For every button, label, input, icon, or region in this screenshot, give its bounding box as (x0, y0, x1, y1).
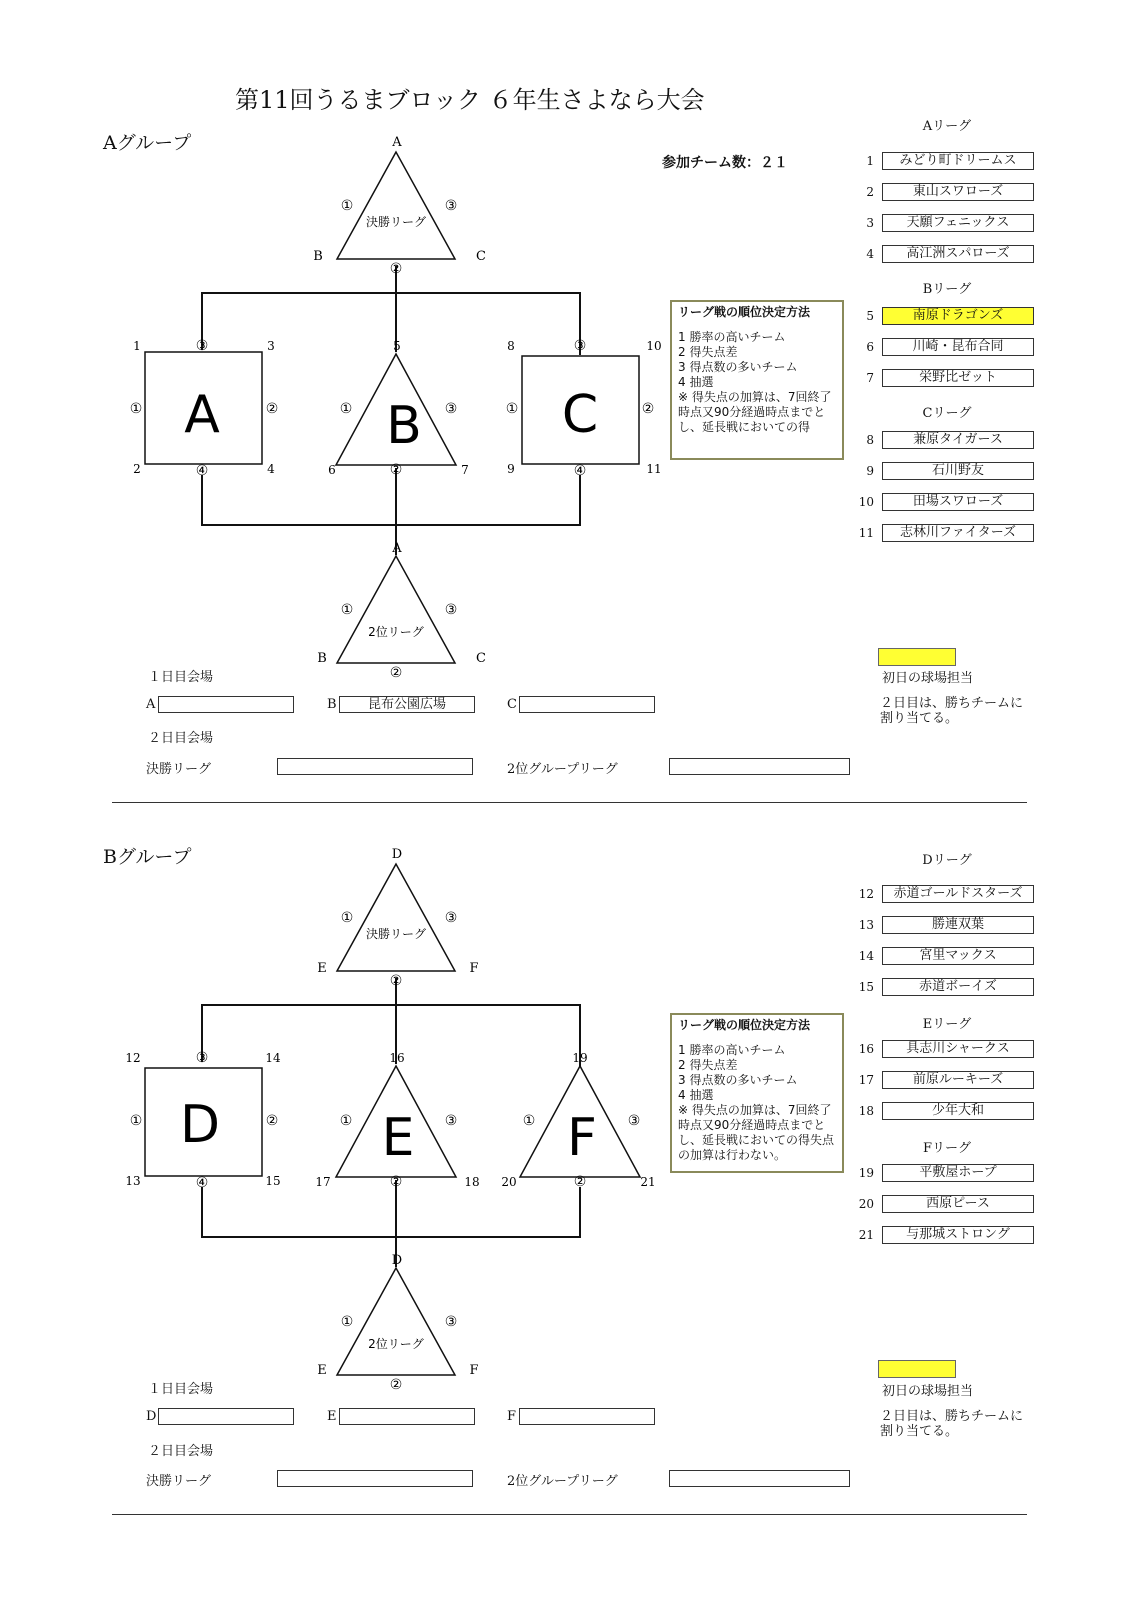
group-b-league-heading: Eリーグ (922, 1017, 972, 1032)
league-c-c4: ④ (573, 463, 587, 479)
league-c-c3: ③ (573, 338, 587, 354)
group-b-final-vertex-right: F (469, 961, 479, 976)
group-a-title: Aグループ (103, 132, 192, 154)
league-e-c2: ② (389, 1174, 403, 1190)
team-name-cell: 兼原タイガース (882, 431, 1034, 449)
group-a-highlight-legend-swatch (878, 648, 956, 666)
group-b-second-c1: ① (340, 1314, 354, 1330)
group-b-second-vertex-top: D (391, 1253, 403, 1268)
group-b-venue-d-field[interactable] (158, 1408, 294, 1425)
group-b-second-venue-field[interactable] (669, 1470, 850, 1487)
league-e-num-top: 16 (389, 1051, 405, 1065)
group-b-venue-f-letter: F (507, 1409, 517, 1424)
team-name-cell: 赤道ゴールドスターズ (882, 885, 1034, 903)
team-number: 2 (866, 185, 874, 199)
team-number: 8 (866, 433, 874, 447)
group-a-second-vertex-right: C (476, 651, 486, 666)
team-number: 12 (858, 887, 874, 901)
team-name-cell: 東山スワローズ (882, 183, 1034, 201)
league-a-letter: A (184, 385, 220, 445)
league-a-c2: ② (265, 401, 279, 417)
league-c-letter: C (561, 385, 599, 445)
league-a-c4: ④ (195, 463, 209, 479)
team-name-cell: 高江洲スパローズ (882, 245, 1034, 263)
group-a-final-vertex-top: A (392, 135, 402, 150)
rules-line-4: 4 抽選 (678, 1088, 714, 1102)
group-a-final-label: 決勝リーグ (365, 215, 427, 229)
team-name-cell: 天願フェニックス (882, 214, 1034, 232)
group-a-day1-venue-label: １日目会場 (148, 670, 214, 685)
group-a-final-vertex-left: B (313, 249, 323, 264)
league-e-c1: ① (339, 1113, 353, 1129)
group-a-second-triangle (337, 556, 455, 663)
league-e-num-right: 18 (464, 1175, 480, 1189)
rules-line-1: 1 勝率の高いチーム (678, 330, 786, 344)
team-number: 20 (858, 1197, 874, 1211)
league-b-c3: ③ (444, 401, 458, 417)
league-d-c3: ③ (195, 1050, 209, 1066)
team-name-cell: 田場スワローズ (882, 493, 1034, 511)
team-number: 15 (858, 980, 874, 994)
team-name-cell: 南原ドラゴンズ (882, 307, 1034, 325)
group-b-highlight-legend-swatch (878, 1360, 956, 1378)
group-a-second-c2: ② (389, 665, 403, 681)
league-f-c3: ③ (627, 1113, 641, 1129)
league-b-num-top: 5 (393, 339, 401, 353)
group-b-second-vertex-right: F (469, 1363, 479, 1378)
league-c-c2: ② (641, 401, 655, 417)
league-a-c3: ③ (195, 338, 209, 354)
team-name-cell: 西原ピース (882, 1195, 1034, 1213)
rules-line-2: 2 得失点差 (678, 345, 738, 359)
group-a-second-vertex-top: A (392, 541, 402, 556)
group-b-final-c2: ② (389, 973, 403, 989)
group-a-venue-a-field[interactable] (158, 696, 294, 713)
group-b-second-label: 2位リーグ (368, 1337, 424, 1351)
team-number: 18 (858, 1104, 874, 1118)
team-number: 5 (866, 309, 874, 323)
league-d-c1: ① (129, 1113, 143, 1129)
team-name-cell: 少年大和 (882, 1102, 1034, 1120)
team-name-cell: 志林川ファイターズ (882, 524, 1034, 542)
rules-note: ※ 得失点の加算は、7回終了時点又90分経過時点までとし、延長戦においての得失点の加算は行わない。 (678, 1103, 835, 1162)
rules-line-3: 3 得点数の多いチーム (678, 1073, 798, 1087)
league-d-num-bl: 13 (125, 1174, 141, 1188)
group-a-second-label: 2位リーグ (368, 625, 424, 639)
group-b-venue-f-field[interactable] (519, 1408, 655, 1425)
team-number: 19 (858, 1166, 874, 1180)
group-a-top-connector (202, 293, 580, 355)
team-number: 17 (858, 1073, 874, 1087)
group-a-league-heading: Bリーグ (922, 282, 972, 297)
league-f-num-right: 21 (640, 1175, 656, 1189)
league-b-c1: ① (339, 401, 353, 417)
league-b-c2: ② (389, 462, 403, 478)
league-f-c1: ① (522, 1113, 536, 1129)
league-c-num-tr: 10 (646, 339, 662, 353)
rules-title: リーグ戦の順位決定方法 (678, 1018, 811, 1032)
team-name-cell: 具志川シャークス (882, 1040, 1034, 1058)
league-a-num-tl: 1 (133, 339, 141, 353)
group-b-final-label: 決勝リーグ (365, 927, 427, 941)
league-c-c1: ① (505, 401, 519, 417)
team-number: 6 (866, 340, 874, 354)
team-name-cell: みどり町ドリームス (882, 152, 1034, 170)
group-b-bottom-connector (202, 1187, 580, 1237)
group-a-league-heading: Cリーグ (922, 406, 972, 421)
group-b-day2-venue-label: ２日目会場 (148, 1444, 214, 1459)
team-number: 1 (866, 154, 874, 168)
team-name-cell: 宮里マックス (882, 947, 1034, 965)
group-a-second-c1: ① (340, 602, 354, 618)
group-b-second-venue-label: 2位グループリーグ (507, 1474, 618, 1489)
league-e-c3: ③ (444, 1113, 458, 1129)
group-b-final-vertex-top: D (391, 847, 403, 862)
team-number: 11 (858, 526, 874, 540)
league-d-letter: D (179, 1095, 221, 1155)
group-b-final-venue-label: 決勝リーグ (146, 1474, 212, 1489)
group-a-venue-a-letter: A (146, 697, 156, 712)
league-a-c1: ① (129, 401, 143, 417)
league-d-num-tl: 12 (125, 1051, 141, 1065)
league-f-num-left: 20 (501, 1175, 517, 1189)
team-number: 21 (858, 1228, 874, 1242)
group-b-second-c2: ② (389, 1377, 403, 1393)
bottom-divider (112, 1514, 1027, 1515)
league-b-num-left: 6 (328, 463, 336, 477)
group-a-final-c2: ② (389, 261, 403, 277)
group-a-highlight-legend-text: 初日の球場担当 (882, 671, 974, 686)
group-a-second-vertex-left: B (317, 651, 327, 666)
group-b-second-c3: ③ (444, 1314, 458, 1330)
team-number: 3 (866, 216, 874, 230)
league-c-num-tl: 8 (507, 339, 515, 353)
group-a-bottom-connector (202, 475, 580, 525)
group-b-second-triangle (337, 1268, 455, 1375)
group-b-venue-e-letter: E (327, 1409, 337, 1424)
league-f-num-top: 19 (572, 1051, 588, 1065)
group-b-final-triangle (337, 864, 455, 971)
team-name-cell: 川崎・昆布合同 (882, 338, 1034, 356)
page-title: 第11回うるまブロック ６年生さよなら大会 (235, 86, 705, 114)
team-number: 7 (866, 371, 874, 385)
team-number: 9 (866, 464, 874, 478)
group-a-final-venue-label: 決勝リーグ (146, 762, 212, 777)
team-number: 16 (858, 1042, 874, 1056)
team-name-cell: 勝連双葉 (882, 916, 1034, 934)
team-number: 4 (866, 247, 874, 261)
rules-line-3: 3 得点数の多いチーム (678, 360, 798, 374)
rules-title: リーグ戦の順位決定方法 (678, 305, 811, 319)
team-name-cell: 栄野比ゼット (882, 369, 1034, 387)
group-b-second-vertex-left: E (317, 1363, 327, 1378)
rules-line-1: 1 勝率の高いチーム (678, 1043, 786, 1057)
rules-line-2: 2 得失点差 (678, 1058, 738, 1072)
group-a-second-venue-label: 2位グループリーグ (507, 762, 618, 777)
group-b-title: Bグループ (103, 846, 192, 868)
league-f-c2: ② (573, 1174, 587, 1190)
group-b-final-vertex-left: E (317, 961, 327, 976)
group-a-final-c1: ① (340, 198, 354, 214)
group-b-venue-e-field[interactable] (339, 1408, 475, 1425)
league-e-num-left: 17 (315, 1175, 331, 1189)
group-b-day1-venue-label: １日目会場 (148, 1382, 214, 1397)
group-a-day2-note: ２日目は、勝ちチームに割り当てる。 (880, 696, 1024, 726)
group-b-ranking-rules (670, 1013, 844, 1173)
group-a-venue-b-field[interactable]: 昆布公園広場 (339, 696, 475, 713)
group-a-day2-venue-label: ２日目会場 (148, 731, 214, 746)
team-name-cell: 与那城ストロング (882, 1226, 1034, 1244)
team-number: 10 (858, 495, 874, 509)
group-a-ranking-rules (670, 300, 844, 460)
group-a-league-heading: Aリーグ (922, 119, 972, 134)
group-a-final-vertex-right: C (476, 249, 486, 264)
group-a-venue-c-letter: C (507, 697, 517, 712)
league-a-num-bl: 2 (133, 462, 141, 476)
group-b-final-venue-field[interactable] (277, 1470, 473, 1487)
group-b-league-heading: Dリーグ (922, 853, 972, 868)
league-c-num-bl: 9 (507, 462, 515, 476)
league-d-num-br: 15 (265, 1174, 281, 1188)
participant-count: 参加チーム数：２１ (662, 155, 788, 171)
league-c-num-br: 11 (646, 462, 662, 476)
group-b-day2-note: ２日目は、勝ちチームに割り当てる。 (880, 1409, 1024, 1439)
team-name-cell: 前原ルーキーズ (882, 1071, 1034, 1089)
league-b-letter: B (386, 396, 422, 456)
group-a-final-triangle (337, 152, 455, 259)
rules-line-4: 4 抽選 (678, 375, 714, 389)
team-number: 14 (858, 949, 874, 963)
group-a-venue-c-field[interactable] (519, 696, 655, 713)
team-number: 13 (858, 918, 874, 932)
rules-note: ※ 得失点の加算は、7回終了時点又90分経過時点までとし、延長戦においての得 (678, 390, 832, 434)
group-b-highlight-legend-text: 初日の球場担当 (882, 1384, 974, 1399)
group-a-venue-b-letter: B (327, 697, 337, 712)
group-a-final-c3: ③ (444, 198, 458, 214)
team-name-cell: 赤道ボーイズ (882, 978, 1034, 996)
league-f-letter: F (567, 1108, 597, 1168)
group-b-final-c3: ③ (444, 910, 458, 926)
league-d-c2: ② (265, 1113, 279, 1129)
group-a-second-c3: ③ (444, 602, 458, 618)
group-b-league-heading: Fリーグ (922, 1141, 972, 1156)
league-a-num-tr: 3 (267, 339, 275, 353)
team-name-cell: 平敷屋ホープ (882, 1164, 1034, 1182)
league-e-letter: E (381, 1108, 415, 1168)
league-b-num-right: 7 (461, 463, 469, 477)
league-d-c4: ④ (195, 1175, 209, 1191)
group-b-final-c1: ① (340, 910, 354, 926)
league-a-num-br: 4 (267, 462, 275, 476)
league-d-num-tr: 14 (265, 1051, 281, 1065)
group-b-venue-d-letter: D (146, 1409, 157, 1424)
team-name-cell: 石川野友 (882, 462, 1034, 480)
